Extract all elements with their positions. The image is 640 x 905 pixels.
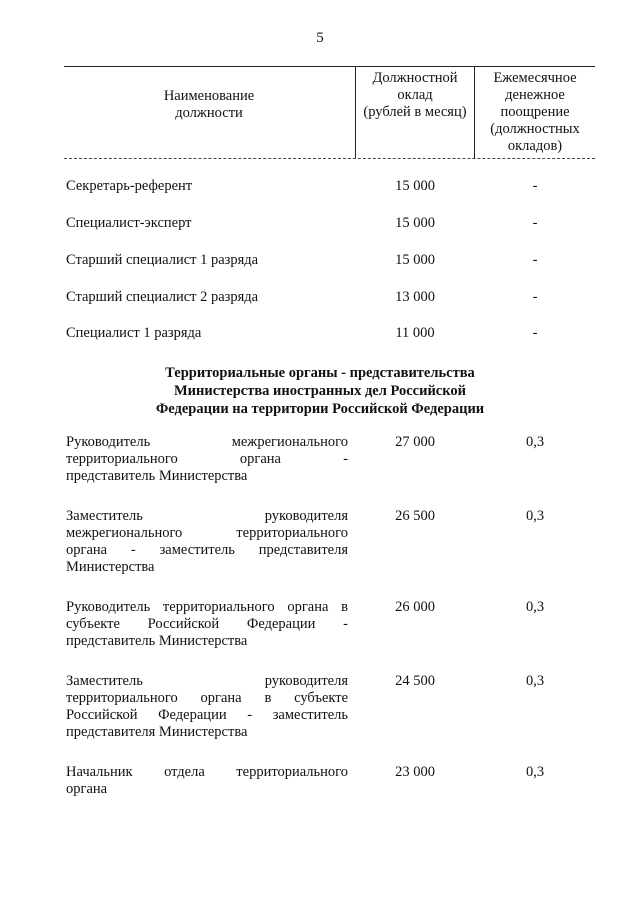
row-title xyxy=(66,673,348,741)
row-title xyxy=(66,599,348,650)
table-header-rule xyxy=(64,158,595,159)
row-bonus: 0,3 xyxy=(525,599,545,615)
row-salary: 26 000 xyxy=(395,599,435,615)
header-bonus-line: окладов) xyxy=(507,138,563,154)
row-bonus: - xyxy=(532,325,538,341)
header-salary-line: Должностной xyxy=(372,70,458,86)
row-title-line: представителя Министерства xyxy=(66,724,248,740)
row-title: Секретарь-референт xyxy=(66,178,193,194)
row-title-line: представитель Министерства xyxy=(66,633,248,649)
row-salary: 15 000 xyxy=(395,215,435,231)
header-bonus xyxy=(475,70,595,155)
page-number: 5 xyxy=(316,30,324,46)
row-salary: 24 500 xyxy=(395,673,435,689)
row-title xyxy=(66,434,348,485)
row-title-line: Российской Федерации - заместитель xyxy=(66,707,348,723)
row-salary: 11 000 xyxy=(395,325,435,341)
header-bonus-line: (должностных xyxy=(490,121,580,137)
section-title-line: Территориальные органы - представительства xyxy=(165,365,475,381)
row-title: Специалист-эксперт xyxy=(66,215,192,231)
section-title xyxy=(110,364,530,418)
header-salary xyxy=(356,70,474,121)
row-title-line: Руководитель территориального органа в xyxy=(66,599,348,615)
header-bonus-line: Ежемесячное xyxy=(493,70,577,86)
row-title-line: Заместитель руководителя xyxy=(66,673,348,689)
row-title-line: Министерства xyxy=(66,559,155,575)
header-position-line: должности xyxy=(175,105,243,121)
row-title-line: территориального органа - xyxy=(66,451,348,467)
row-salary: 15 000 xyxy=(395,252,435,268)
header-position-line: Наименование xyxy=(163,88,255,104)
row-bonus: 0,3 xyxy=(525,508,545,524)
row-salary: 23 000 xyxy=(395,764,435,780)
row-bonus: - xyxy=(532,252,538,268)
header-salary-line: оклад xyxy=(397,87,433,103)
header-bonus-line: поощрение xyxy=(500,104,570,120)
row-salary: 13 000 xyxy=(395,289,435,305)
row-title-line: органа xyxy=(66,781,108,797)
row-title-line: Руководитель межрегионального xyxy=(66,434,348,450)
row-bonus: 0,3 xyxy=(525,673,545,689)
row-title-line: территориального органа в субъекте xyxy=(66,690,348,706)
header-bonus-line: денежное xyxy=(505,87,565,103)
row-bonus: - xyxy=(532,215,538,231)
row-bonus: - xyxy=(532,289,538,305)
row-title: Специалист 1 разряда xyxy=(66,325,202,341)
row-title-line: Начальник отдела территориального xyxy=(66,764,348,780)
row-title: Старший специалист 2 разряда xyxy=(66,289,259,305)
header-salary-line: (рублей в месяц) xyxy=(363,104,467,120)
row-title-line: межрегионального территориального xyxy=(66,525,348,541)
section-title-line: Федерации на территории Российской Федерации xyxy=(155,401,485,417)
row-title-line: органа - заместитель представителя xyxy=(66,542,348,558)
section-title-line: Министерства иностранных дел Российской xyxy=(173,383,467,399)
row-title xyxy=(66,764,348,798)
row-bonus: - xyxy=(532,178,538,194)
row-title: Старший специалист 1 разряда xyxy=(66,252,259,268)
table-top-rule xyxy=(64,66,595,67)
row-title-line: представитель Министерства xyxy=(66,468,248,484)
row-bonus: 0,3 xyxy=(525,434,545,450)
header-position xyxy=(64,88,354,122)
row-salary: 27 000 xyxy=(395,434,435,450)
row-title-line: Заместитель руководителя xyxy=(66,508,348,524)
row-title-line: субъекте Российской Федерации - xyxy=(66,616,348,632)
row-salary: 15 000 xyxy=(395,178,435,194)
row-title xyxy=(66,508,348,576)
row-bonus: 0,3 xyxy=(525,764,545,780)
row-salary: 26 500 xyxy=(395,508,435,524)
